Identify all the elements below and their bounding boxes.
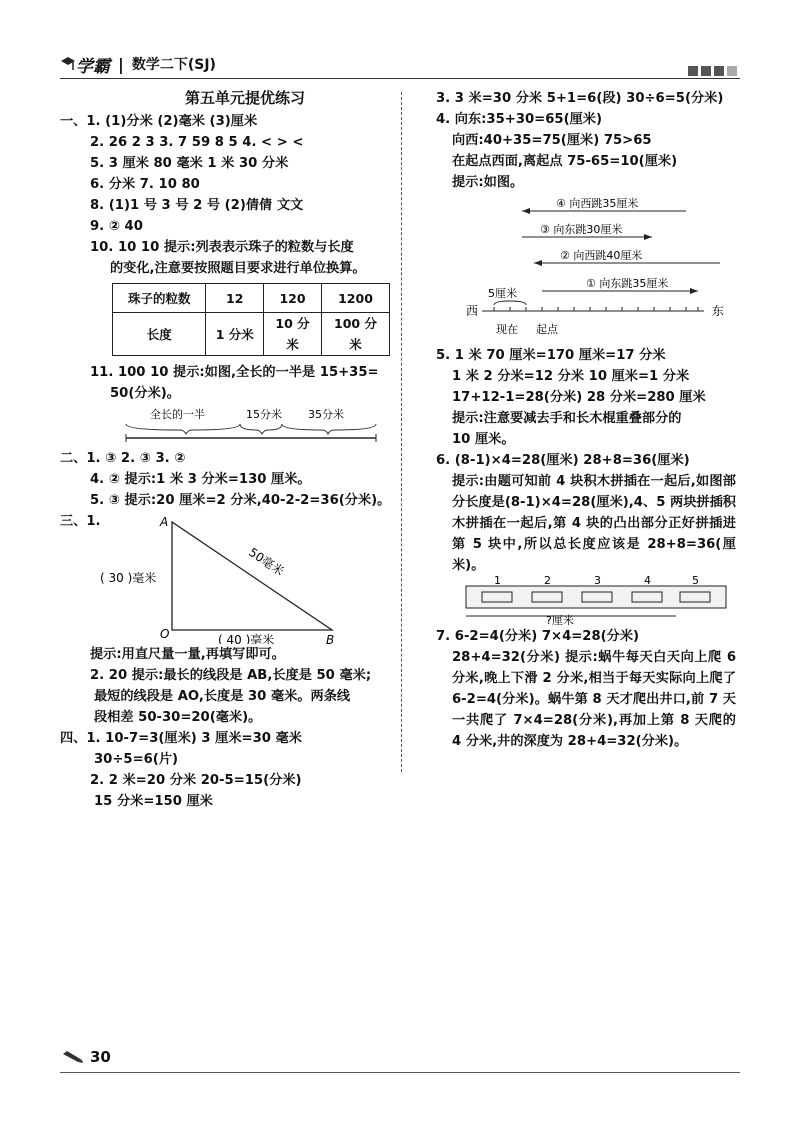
answer-line: 5. 3 厘米 80 毫米 1 米 30 分米 [90, 156, 289, 171]
page-footer [62, 1048, 111, 1066]
answer-line: 4. 向东:35+30=65(厘米) [436, 112, 603, 127]
page-title: 第五单元提优练习 [184, 89, 305, 107]
answer-line: 2. 2 米=20 分米 20-5=15(分米) [90, 773, 302, 788]
start-label: 起点 [536, 323, 558, 336]
triangle-shape [172, 522, 332, 630]
table-row [113, 284, 390, 313]
answer-line: 5. ③ 提示:20 厘米=2 分米,40-2-2=36(分米)。 [90, 493, 391, 508]
answer-line: 10 厘米。 [452, 432, 515, 447]
table-cell: 100 分米 [322, 313, 390, 356]
header-rule [60, 78, 740, 79]
jump-3-label: ③ 向东跳30厘米 [540, 223, 623, 236]
table-cell: 1 分米 [206, 313, 264, 356]
pencil-icon [62, 1050, 84, 1064]
page-header [60, 52, 216, 76]
answer-line: 9. ② 40 [90, 219, 143, 234]
answer-line: 在起点西面,离起点 75-65=10(厘米) [452, 154, 678, 169]
five-cm-label: 5厘米 [488, 287, 517, 300]
answer-line: 提示:注意要减去手和长木棍重叠部分的 [452, 411, 682, 426]
table-cell: 10 分米 [264, 313, 322, 356]
answer-line: 8. (1)1 号 3 号 2 号 (2)倩倩 文文 [90, 198, 304, 213]
answer-line: 11. 100 10 提示:如图,全长的一半是 15+35= [90, 365, 379, 380]
table-cell: 12 [206, 284, 264, 313]
block-number: 5 [692, 576, 699, 587]
number-line-ticks [494, 307, 698, 311]
column-divider [401, 92, 402, 772]
arrow-head [534, 260, 542, 266]
answer-line: 7. 6-2=4(分米) 7×4=28(分米) [436, 629, 640, 644]
jump-2-label: ② 向西跳40厘米 [560, 249, 643, 262]
answer-line: 段相差 50-30=20(毫米)。 [94, 710, 262, 725]
table-cell: 珠子的粒数 [113, 284, 206, 313]
half-length-label: 全长的一半 [150, 408, 205, 421]
side-ao-label: ( 30 )毫米 [100, 571, 157, 585]
answer-line: 50(分米)。 [110, 386, 180, 401]
answer-line: 15 分米=150 厘米 [94, 794, 213, 809]
side-ob-label: ( 40 )毫米 [218, 633, 275, 644]
jump-4-label: ④ 向西跳35厘米 [556, 197, 639, 210]
half-brace [126, 424, 240, 434]
left-column [60, 88, 390, 812]
hint-paragraph: 28+4=32(分米) 提示:蜗牛每天白天向上爬 6 分米,晚上下滑 2 分米,相当于每天实际向上爬了 6-2=4(分米)。蜗牛第 8 天才爬出井口,前 7 天一共爬了 7×4=28(分米),再加上第 8 天爬的 4 分米,井的深度为 28+4=32(分米)。 [452, 650, 736, 749]
five-cm-brace [494, 301, 526, 305]
vertex-a: A [160, 515, 169, 529]
answer-line: 6. (8-1)×4=28(厘米) 28+8=36(厘米) [436, 453, 690, 468]
jump-diagram [436, 193, 736, 345]
answer-line: 2. 26 2 3 3. 7 59 8 5 4. < > < [90, 135, 304, 150]
arrow-head [644, 234, 652, 240]
now-label: 现在 [496, 323, 518, 336]
unknown-length-label: ?厘米 [546, 614, 574, 626]
segment-a-label: 15分米 [246, 408, 282, 421]
arrow-head [522, 208, 530, 214]
segment-b-brace [282, 424, 376, 434]
graduation-cap-icon [60, 55, 76, 73]
table-cell: 120 [264, 284, 322, 313]
side-ab-label: 50毫米 [246, 545, 287, 579]
hint-paragraph: 提示:由题可知前 4 块积木拼插在一起后,如图部分长度是(8-1)×4=28(厘米),4、5 两块拼插积木拼插在一起后,第 4 块的凸出部分正好拼插进第 5 块中,所以总长度应该是 28+8=36(厘米)。 [452, 474, 736, 573]
block-number: 1 [494, 576, 501, 587]
answer-line: 提示:用直尺量一量,再填写即可。 [90, 647, 285, 662]
answer-line: 二、1. ③ 2. ③ 3. ② [60, 451, 186, 466]
footer-rule [60, 1072, 740, 1073]
brand-logo: 学霸 [76, 56, 110, 77]
answer-line: 4. ② 提示:1 米 3 分米=130 厘米。 [90, 472, 311, 487]
page-number: 30 [90, 1048, 111, 1066]
east-label: 东 [712, 304, 725, 318]
table-cell: 1200 [322, 284, 390, 313]
answer-line: 最短的线段是 AO,长度是 30 毫米。两条线 [94, 689, 351, 704]
answer-line: 10. 10 10 提示:列表表示珠子的粒数与长度 [90, 240, 354, 255]
answer-line: 提示:如图。 [452, 175, 524, 190]
answer-line: 一、1. (1)分米 (2)毫米 (3)厘米 [60, 114, 258, 129]
answer-line: 三、1. [60, 514, 101, 529]
segment-b-label: 35分米 [308, 408, 344, 421]
answer-line: 3. 3 米=30 分米 5+1=6(段) 30÷6=5(分米) [436, 91, 724, 106]
arrow-head [690, 288, 698, 294]
answer-line: 的变化,注意要按照题目要求进行单位换算。 [110, 261, 366, 276]
blocks-strip [466, 586, 726, 608]
answer-line: 四、1. 10-7=3(厘米) 3 厘米=30 毫米 [60, 731, 302, 746]
vertex-b: B [326, 633, 335, 644]
answer-line: 2. 20 提示:最长的线段是 AB,长度是 50 毫米; [90, 668, 372, 683]
segment-a-brace [240, 424, 282, 434]
triangle-diagram [60, 514, 390, 644]
table-row [113, 313, 390, 356]
table-cell: 长度 [113, 313, 206, 356]
answer-line: 30÷5=6(片) [94, 752, 179, 767]
rope-diagram [60, 404, 390, 448]
beads-table [112, 283, 390, 356]
block-number: 2 [544, 576, 551, 587]
block-number: 4 [644, 576, 651, 587]
block-number: 3 [594, 576, 601, 587]
answer-line: 17+12-1=28(分米) 28 分米=280 厘米 [452, 390, 706, 405]
answer-line: 向西:40+35=75(厘米) 75>65 [452, 133, 652, 148]
answer-line: 1 米 2 分米=12 分米 10 厘米=1 分米 [452, 369, 690, 384]
header-separator: | [118, 54, 124, 74]
west-label: 西 [466, 304, 479, 318]
blocks-diagram [436, 576, 736, 626]
vertex-o: O [160, 627, 170, 641]
jump-1-label: ① 向东跳35厘米 [586, 277, 669, 290]
book-title: 数学二下(SJ) [131, 57, 216, 73]
right-column [436, 88, 736, 752]
answer-line: 6. 分米 7. 10 80 [90, 177, 200, 192]
header-decoration [688, 66, 737, 76]
answer-line: 5. 1 米 70 厘米=170 厘米=17 分米 [436, 348, 666, 363]
